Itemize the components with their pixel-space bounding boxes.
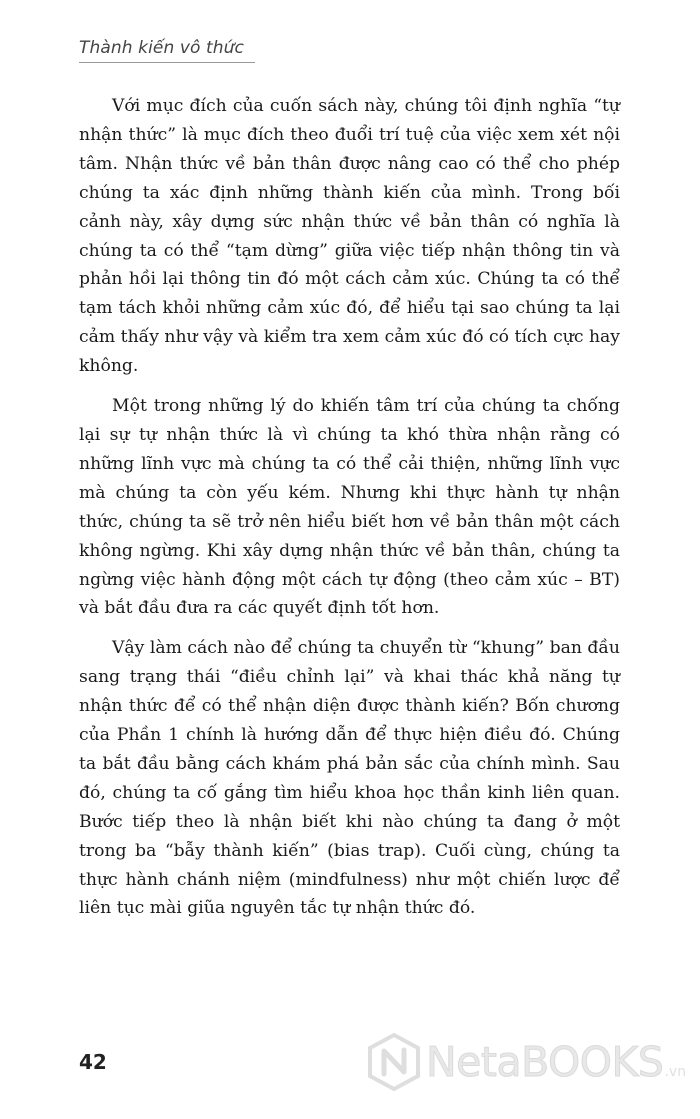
netabooks-logo-icon [366, 1032, 422, 1092]
watermark-brand: NetaBOOKS [426, 1038, 664, 1086]
watermark [366, 1032, 686, 1092]
paragraph: Với mục đích của cuốn sách này, chúng tôi định nghĩa “tự nhận thức” là mục đích theo đuổi trí tuệ của việc xem xét nội tâm. Nhận thức về bản thân được nâng cao có thể cho phép chúng ta xác định những thành kiến của mình. Trong bối cảnh này, xây dựng sức nhận thức về bản thân có nghĩa là chúng ta có thể “tạm dừng” giữa việc tiếp nhận thông tin và phản hồi lại thông tin đó một cách cảm xúc. Chúng ta có thể tạm tách khỏi những cảm xúc đó, để hiểu tại sao chúng ta lại cảm thấy như vậy và kiểm tra xem cảm xúc đó có tích cực hay không. [79, 96, 620, 377]
body-text [79, 92, 620, 934]
paragraph: Vậy làm cách nào để chúng ta chuyển từ “khung” ban đầu sang trạng thái “điều chỉnh lại” và khai thác khả năng tự nhận thức để có thể nhận diện được thành kiến? Bốn chương của Phần 1 chính là hướng dẫn để thực hiện điều đó. Chúng ta bắt đầu bằng cách khám phá bản sắc của chính mình. Sau đó, chúng ta cố gắng tìm hiểu khoa học thần kinh liên quan. Bước tiếp theo là nhận biết khi nào chúng ta đang ở một trong ba “bẫy thành kiến” (bias trap). Cuối cùng, chúng ta thực hành chánh niệm (mindfulness) như một chiến lược để liên tục mài giũa nguyên tắc tự nhận thức đó. [79, 638, 620, 919]
page-number: 42 [79, 1050, 107, 1074]
running-header: Thành kiến vô thức [79, 38, 244, 58]
header-divider [79, 62, 255, 63]
watermark-suffix: .vn [664, 1064, 687, 1080]
paragraph: Một trong những lý do khiến tâm trí của chúng ta chống lại sự tự nhận thức là vì chúng ta khó thừa nhận rằng có những lĩnh vực mà chúng ta có thể cải thiện, những lĩnh vực mà chúng ta còn yếu kém. Nhưng khi thực hành tự nhận thức, chúng ta sẽ trở nên hiểu biết hơn về bản thân một cách không ngừng. Khi xây dựng nhận thức về bản thân, chúng ta ngừng việc hành động một cách tự động (theo cảm xúc – BT) và bắt đầu đưa ra các quyết định tốt hơn. [79, 396, 620, 619]
